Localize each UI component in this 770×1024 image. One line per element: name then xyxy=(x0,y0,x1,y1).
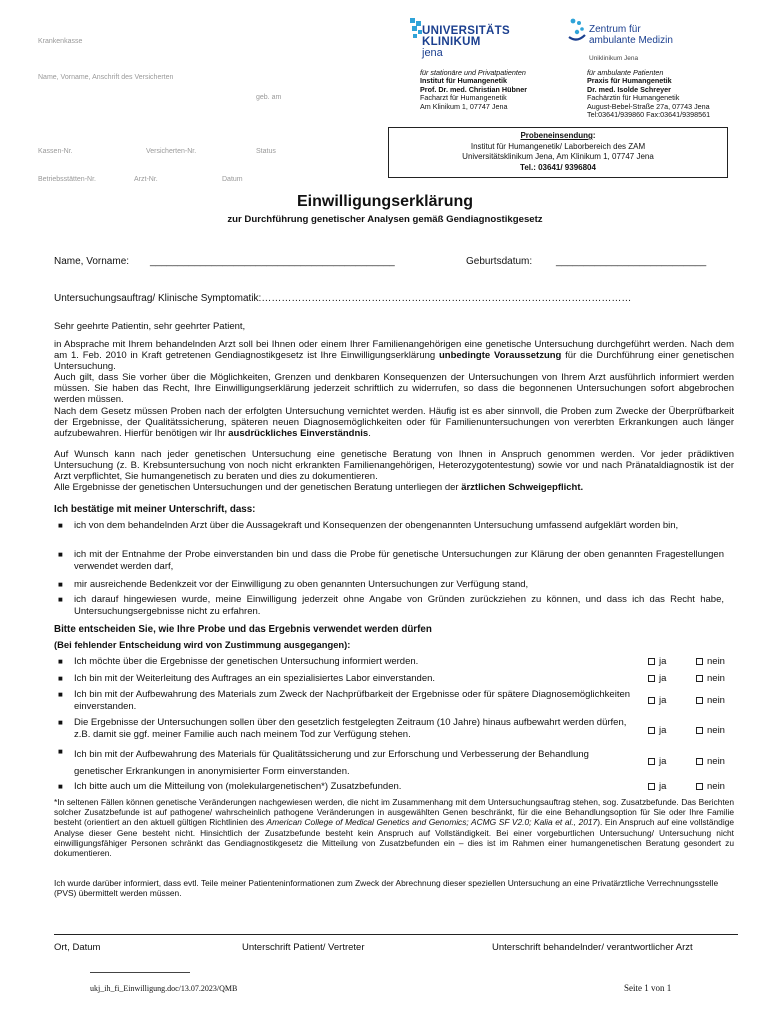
probeneinsendung-box xyxy=(388,127,728,178)
uniklinikum-line2: Prof. Dr. med. Christian Hübner xyxy=(420,84,528,94)
probe-line1: Institut für Humangenetik/ Laborbereich des ZAM xyxy=(470,141,646,151)
probe-line3: Tel.: 03641/ 9396804 xyxy=(520,162,596,172)
checkbox-icon xyxy=(648,658,655,665)
zam-logo-mark-icon xyxy=(567,17,587,49)
zam-line1: Praxis für Humangenetik xyxy=(587,76,672,86)
geb-label: Geburtsdatum: xyxy=(466,256,533,267)
choice-ja[interactable]: ja xyxy=(648,781,666,793)
decide-subheading: (Bei fehlender Entscheidung wird von Zustimmung ausgegangen): xyxy=(54,639,351,650)
choice-nein[interactable]: nein xyxy=(696,756,725,768)
checkbox-icon xyxy=(648,697,655,704)
zam-line2: Dr. med. Isolde Schreyer xyxy=(587,84,671,94)
zam-logo xyxy=(567,17,707,65)
uniklinikum-address xyxy=(420,69,570,111)
checkbox-icon xyxy=(696,727,703,734)
uniklinikum-logo-line1: UNIVERSITÄTS xyxy=(422,25,510,37)
choice-nein[interactable]: nein xyxy=(696,695,725,707)
choice-ja[interactable]: ja xyxy=(648,673,666,685)
choice-nein[interactable]: nein xyxy=(696,781,725,793)
zam-address xyxy=(587,69,737,119)
sig-arzt: Unterschrift behandelnder/ verantwortlicher Arzt xyxy=(492,942,693,953)
pvs-text: Ich wurde darüber informiert, dass evtl. Teile meiner Patienteninformationen zum Zweck der Abrechnung dieser speziellen Untersuchung an eine Privatärztliche Verrechnungsstelle (PVS) übermittelt werden müssen. xyxy=(54,878,719,899)
checkbox-icon xyxy=(648,675,655,682)
paragraph-3: Nach dem Gesetz müssen Proben nach der erfolgten Untersuchung vernichtet werden. Häufig ist es aber sinnvoll, die Proben zum Zwecke der Überprüfbarkeit der Ergebnisse, der Qualitätssicherung, späteren neuen Diagnosemöglichkeiten oder für Familienuntersuchungen von vererbten Erkrankungen auch länger aufzubewahren. Hierfür benötigen wir Ihr ausdrückliches Einverständnis. xyxy=(54,406,734,440)
footnote-italic: American College of Medical Genetics and Genomics; ACMG SF V2.0; Kalia et al., 2017 xyxy=(266,817,598,828)
choice-nein[interactable]: nein xyxy=(696,656,725,668)
uniklinikum-logo-line3: jena xyxy=(422,47,443,59)
zam-logo-line1: Zentrum für xyxy=(589,24,641,35)
checkbox-icon xyxy=(648,727,655,734)
choice-nein[interactable]: nein xyxy=(696,673,725,685)
choice-nein[interactable]: nein xyxy=(696,725,725,737)
p1-bold: unbedingte Voraussetzung xyxy=(438,350,562,362)
footer-page: Seite 1 von 1 xyxy=(624,983,672,993)
field-name: Name, Vorname, Anschrift des Versicherten xyxy=(38,74,174,81)
uniklinikum-line4: Am Klinikum 1, 07747 Jena xyxy=(420,101,508,111)
probe-heading: Probeneinsendung xyxy=(520,131,593,140)
checkbox-icon xyxy=(696,658,703,665)
field-krankenkasse: Krankenkasse xyxy=(38,38,83,45)
choice-list: ■ Ich möchte über die Ergebnisse der genetischen Untersuchung informiert werden. ja nein ■ Ich bin mit der Weiterleitung des Auftrages an ein spezialisiertes Labor einverstanden. ja nein ■ Ich bin mit der Aufbewahrung des Materials zum Zweck der Nachprüfbarkeit der Ergebnisse oder für spätere Diagnosemöglichkeiten einverstanden. ja nein ■ Die Ergebnisse der Untersuchungen sollen über den gesetzlich festgelegten Zeitraum (10 Jahre) hinaus aufbewahrt werden dürfen, z.B. damit sie ggf. meiner Familie auch nach meinem Tod zur Verfügung stehen. ja nein ■ Ich bin mit der Aufbewahrung des Materials für Qualitätssicherung und zur Erforschung und Verbesserung der Behandlung genetischer Erkrankungen in anonymisierter Form einverstanden. ja nein ■ Ich bitte auch um die Mitteilung von (molekulargenetischen*) Zusatzbefunden. ja nein xyxy=(58,656,725,792)
page-subtitle: zur Durchführung genetischer Analysen gemäß Gendiagnostikgesetz xyxy=(227,214,543,225)
uniklinikum-logo xyxy=(410,18,520,68)
probe-heading-colon: : xyxy=(592,131,596,140)
decide-heading: Bitte entscheiden Sie, wie Ihre Probe und das Ergebnis verwendet werden dürfen xyxy=(54,624,432,635)
auftrag-label: Untersuchungsauftrag/ Klinische Symptomatik: xyxy=(54,293,262,304)
name-blank[interactable]: ____________________________________________ xyxy=(150,256,395,267)
uniklinikum-line1: Institut für Humangenetik xyxy=(420,76,508,86)
field-versicherten-nr: Versicherten-Nr. xyxy=(146,148,197,155)
checkbox-icon xyxy=(696,758,703,765)
checkbox-icon xyxy=(696,675,703,682)
field-betriebsstaetten-nr: Betriebsstätten-Nr. xyxy=(38,176,96,183)
paragraph-5: Alle Ergebnisse der genetischen Untersuchungen und der genetischen Beratung unterliegen der ärztlichen Schweigepflicht. xyxy=(54,482,584,493)
choice-ja[interactable]: ja xyxy=(648,725,666,737)
footnote: *In seltenen Fällen können genetische Veränderungen nachgewiesen werden, die nicht im Zusammenhang mit dem Untersuchungsauftrag stehen, sog. Zusatzbefunde. Das Berichten solcher Zusatzbefunde ist auf pathogene/ wahrscheinlich pathogene Veränderungen in ausgewählten Genen beschränkt, für die eine Behandlungsoption für Sie oder Ihre Familie besteht (orientiert an den aktuell gültigen Richtlinien des American College of Medical Genetics and Genomics; ACMG SF V2.0; Kalia et al., 2017). Ein Anspruch auf eine vollständige Analyse dieser Gene besteht nicht. Hinsichtlich der Zusatzbefunde besteht kein Anspruch auf Vollständigkeit. Bei einer vorgeburtlichen Untersuchung/ Untersuchung nicht einwilligungsfähiger Personen schränkt das Gendiagnostikgesetz die Mitteilung von Zusatzbefunden ein – dies ist im Rahmen einer humangenetischen Beratung gesondert zu dokumentieren. xyxy=(54,797,735,859)
choice-ja[interactable]: ja xyxy=(648,656,666,668)
zam-logo-line2: ambulante Medizin xyxy=(589,34,673,46)
field-datum: Datum xyxy=(222,176,243,183)
auftrag-line xyxy=(54,293,734,304)
page-title: Einwilligungserklärung xyxy=(296,193,474,210)
name-label: Name, Vorname: xyxy=(54,256,130,267)
field-arzt-nr: Arzt-Nr. xyxy=(134,176,158,183)
paragraph-2: Auch gilt, dass Sie vorher über die Möglichkeiten, Grenzen und denkbaren Konsequenzen der Untersuchungen von Ihrem Arzt ausführlich informiert werden müssen. Sie haben das Recht, Ihre Einwilligungserklärung jederzeit schriftlich zu widerrufen, so dass die begonnenen Untersuchungen sofort abgebrochen werden müssen. xyxy=(54,372,734,406)
paragraph-4: Auf Wunsch kann nach jeder genetischen Untersuchung eine genetische Beratung von Ihnen in Anspruch genommen werden. Vor jeder prädiktiven Untersuchung (z. B. Krebsuntersuchung von noch nicht erkrankten Familienangehörigen, Heterozygotentestung) sowie vor und nach Pränataldiagnostik ist der Arzt verpflichtet, Sie humangenetisch zu beraten und dies zu dokumentieren. xyxy=(54,449,734,483)
checkbox-icon xyxy=(696,783,703,790)
field-geb: geb. am xyxy=(256,94,282,101)
footer-file: ukj_ih_fi_Einwilligung.doc/13.07.2023/QMB xyxy=(90,984,238,993)
uniklinikum-logo-line2: KLINIKUM xyxy=(422,36,481,48)
zam-line4: August-Bebel-Straße 27a, 07743 Jena xyxy=(587,101,710,111)
field-status: Status xyxy=(256,148,276,155)
p5-bold: ärztlichen Schweigepflicht. xyxy=(461,482,584,493)
p3-bold: ausdrückliches Einverständnis xyxy=(228,428,369,440)
probe-line2: Universitätsklinikum Jena, Am Klinikum 1, 07747 Jena xyxy=(462,152,654,161)
sig-ort-datum: Ort, Datum xyxy=(54,942,101,953)
geb-blank[interactable]: ___________________________ xyxy=(556,256,707,267)
uniklinikum-line3: Facharzt für Humangenetik xyxy=(420,93,507,103)
field-kassen-nr: Kassen-Nr. xyxy=(38,148,73,155)
footer-rule xyxy=(90,972,190,973)
choice-ja[interactable]: ja xyxy=(648,695,666,707)
checkbox-icon xyxy=(648,783,655,790)
auftrag-dots[interactable]: ………………………………………………………………………………………………… xyxy=(261,293,632,304)
confirm-heading: Ich bestätige mit meiner Unterschrift, dass: xyxy=(54,504,256,515)
choice-ja[interactable]: ja xyxy=(648,756,666,768)
zam-line3: Fachärztin für Humangenetik xyxy=(587,93,680,103)
paragraph-1: in Absprache mit Ihrem behandelnden Arzt soll bei Ihnen oder einem Ihrer Familienangehörigen eine genetische Untersuchung durchgeführt werden. Nach dem am 1. Feb. 2010 in Kraft getretenen Gendiagnostikgesetz ist Ihre Einwilligungserklärung unbedingte Voraussetzung für die Durchführung einer genetischen Untersuchung. xyxy=(54,339,735,373)
checkbox-icon xyxy=(648,758,655,765)
sig-patient: Unterschrift Patient/ Vertreter xyxy=(242,942,365,953)
zam-line5: Tel:03641/939860 Fax:03641/9398561 xyxy=(587,110,711,120)
zam-tag: für ambulante Patienten xyxy=(587,68,664,77)
checkbox-icon xyxy=(696,697,703,704)
signature-line[interactable] xyxy=(54,934,738,935)
greeting: Sehr geehrte Patientin, sehr geehrter Patient, xyxy=(54,321,246,332)
confirm-list: ■ ich von dem behandelnden Arzt über die Aussagekraft und Konsequenzen der obengenannten Untersuchung umfassend aufgeklärt worden bin, ■ ich mit der Entnahme der Probe einverstanden bin und dass die Probe für genetische Untersuchungen zur Klärung der oben genannten Fragestellungen verwendet werden darf, ■ mir ausreichende Bedenkzeit vor der Einwilligung zu oben genannten Untersuchungen zur Verfügung stand, ■ ich darauf hingewiesen wurde, meine Einwilligung jederzeit ohne Angabe von Gründen zurückziehen zu können, und dass ich das Recht habe, Untersuchungsergebnisse nicht zu erfahren. xyxy=(58,520,724,617)
uniklinikum-tag: für stationäre und Privatpatienten xyxy=(420,68,526,77)
zam-logo-sub: Uniklinikum Jena xyxy=(589,55,639,62)
